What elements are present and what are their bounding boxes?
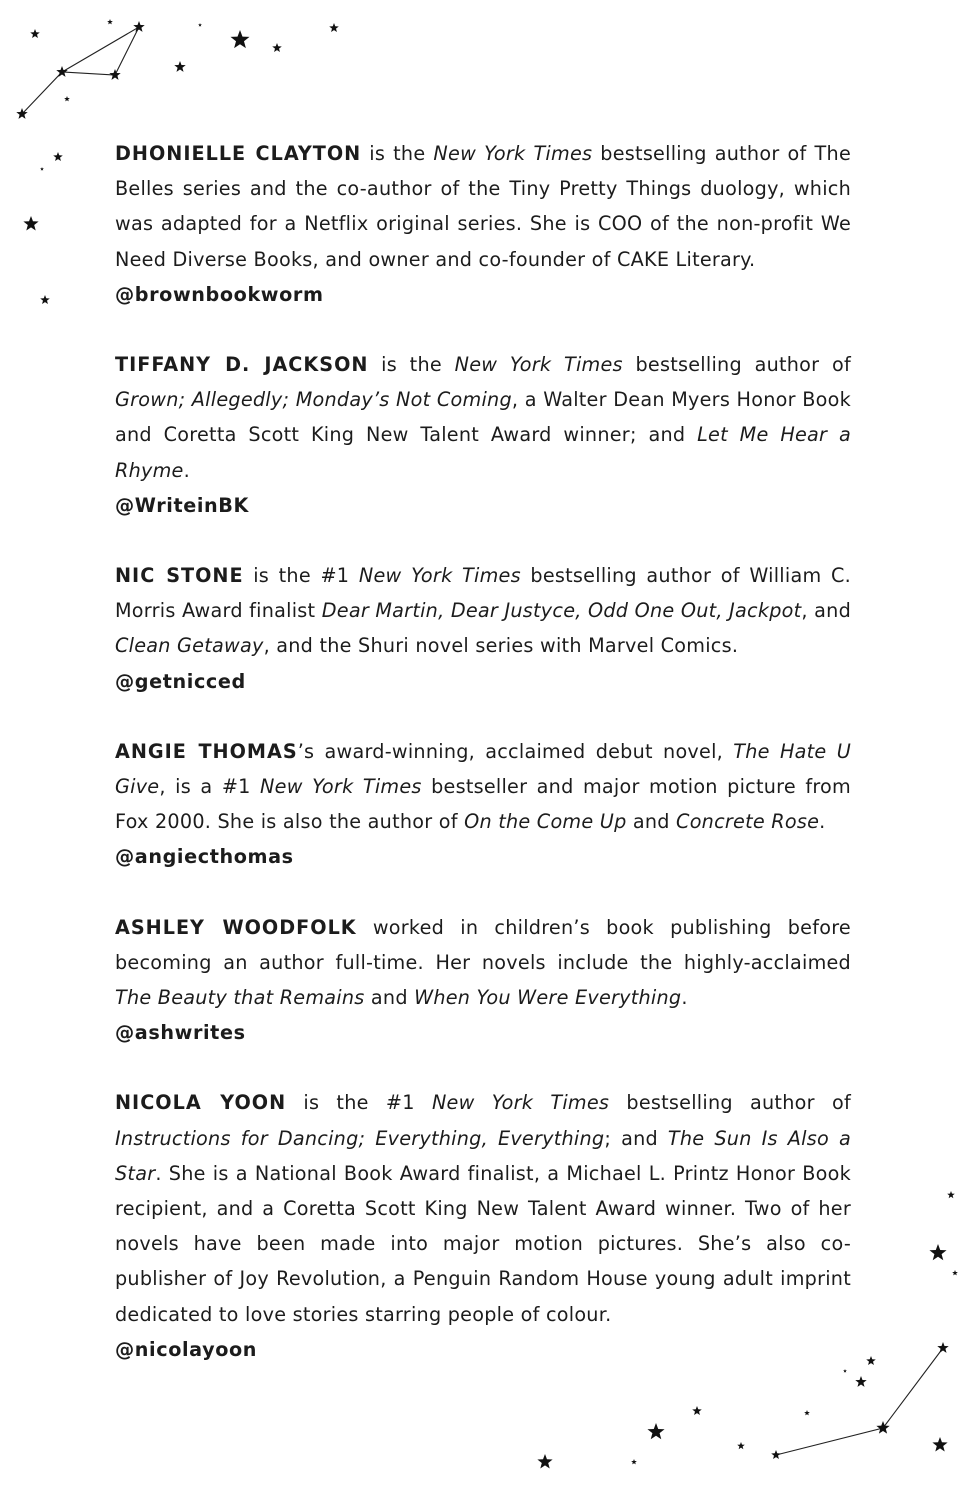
star-icon	[64, 96, 70, 101]
bio-text: bestselling author of	[609, 1091, 851, 1115]
bio-ashley-woodfolk	[115, 910, 851, 1051]
star-icon	[771, 1450, 781, 1459]
star-icon	[40, 167, 44, 171]
bio-text: , is a #1	[159, 775, 261, 799]
author-name: ASHLEY WOODFOLK	[115, 915, 357, 939]
book-title: Grown; Allegedly; Monday’s Not Coming	[115, 388, 512, 412]
bio-text: ; and	[604, 1126, 668, 1150]
star-icon	[23, 216, 38, 230]
book-title: Instructions for Dancing; Everything, Everything	[115, 1126, 605, 1150]
social-handle: @nicolayoon	[115, 1337, 258, 1361]
star-icon	[737, 1442, 745, 1449]
bio-text: bestseller and major motion picture from Fox 2000. She is also the author of	[115, 775, 851, 834]
book-title: The Beauty that Remains	[115, 986, 365, 1010]
book-title: Let Me Hear a Rhyme	[115, 423, 851, 482]
star-icon	[56, 66, 67, 77]
author-name: TIFFANY D. JACKSON	[115, 353, 369, 377]
bio-text: . She is a National Book Award finalist, a Michael L. Printz Honor Book recipient, and a Coretta Scott King New Talent Award winner. Two of her novels have been made into major motion pictures. She’s also co-publisher of Joy Revolution, a Penguin Random House young adult imprint dedicated to love stories starring people of colour.	[115, 1161, 851, 1326]
star-icon	[647, 1423, 664, 1439]
author-bios	[115, 136, 851, 1402]
star-icon	[929, 1244, 946, 1260]
bio-text: worked in children’s book publishing before becoming an author full-time. Her novels include the highly-acclaimed	[115, 915, 851, 974]
bio-nic-stone	[115, 558, 851, 699]
star-icon	[631, 1459, 637, 1464]
star-icon	[329, 23, 339, 32]
social-handle: @angiecthomas	[115, 845, 294, 869]
bio-text: , and the Shuri novel series with Marvel Comics.	[263, 634, 739, 658]
bio-text: .	[819, 810, 826, 834]
star-icon	[30, 29, 40, 38]
book-title: On the Come Up	[464, 810, 627, 834]
bio-nicola-yoon	[115, 1085, 851, 1367]
bio-tiffany-jackson	[115, 347, 851, 523]
author-name: NIC STONE	[115, 564, 244, 588]
author-name: NICOLA YOON	[115, 1091, 287, 1115]
book-title: Dear Martin, Dear Justyce, Odd One Out, Jackpot	[321, 599, 802, 623]
bio-text: is the #1	[286, 1091, 432, 1115]
bio-text: .	[681, 986, 688, 1010]
bio-text: , and	[801, 599, 852, 623]
star-icon	[272, 43, 282, 52]
bio-text: is the #1	[243, 564, 359, 588]
star-icon	[866, 1356, 876, 1365]
star-icon	[537, 1454, 552, 1468]
star-icon	[109, 69, 120, 80]
bio-text: bestselling author of The Belles series and the co-author of the Tiny Pretty Things duology, which was adapted for a Netflix original series. She is COO of the non-profit We Need Diverse Books, and owner and co-founder of CAKE Literary.	[115, 142, 851, 271]
star-icon	[952, 1270, 958, 1275]
book-title: New York Times	[433, 142, 593, 165]
bio-text: is the	[368, 353, 455, 377]
bio-text: bestselling author of William C. Morris Award finalist	[115, 564, 852, 623]
bio-text: is the	[361, 142, 434, 165]
bio-text: and	[364, 986, 415, 1010]
bio-text: bestselling author of	[622, 353, 851, 377]
bio-text: , a Walter Dean Myers Honor Book and Coretta Scott King New Talent Award winner; and	[115, 388, 851, 447]
social-handle: @ashwrites	[115, 1021, 246, 1045]
star-icon	[932, 1437, 947, 1451]
star-icon	[804, 1410, 810, 1415]
social-handle: @brownbookworm	[115, 282, 324, 306]
star-icon	[855, 1376, 866, 1387]
book-title: The Hate U Give	[115, 739, 851, 799]
bio-text: and	[626, 810, 677, 834]
bio-angie-thomas	[115, 734, 851, 875]
social-handle: @WriteinBK	[115, 493, 249, 517]
book-title: New York Times	[358, 564, 521, 588]
book-title: The Sun Is Also a Star	[115, 1126, 851, 1185]
author-name: DHONIELLE CLAYTON	[115, 142, 362, 165]
book-title: New York Times	[431, 1091, 610, 1115]
social-handle: @getnicced	[115, 669, 246, 693]
book-title: Concrete Rose	[676, 810, 820, 834]
star-icon	[40, 295, 50, 304]
star-icon	[692, 1406, 702, 1415]
book-title: When You Were Everything	[414, 986, 682, 1010]
book-title: New York Times	[454, 353, 623, 377]
author-name: ANGIE THOMAS	[115, 739, 298, 763]
bio-text: ’s award-winning, acclaimed debut novel,	[297, 739, 734, 763]
star-icon	[107, 19, 113, 24]
star-icon	[947, 1191, 955, 1198]
star-icon	[198, 23, 202, 27]
star-icon	[876, 1421, 889, 1434]
star-icon	[133, 21, 144, 32]
star-icon	[53, 152, 63, 161]
star-icon	[937, 1342, 948, 1353]
bio-dhonielle-clayton	[115, 136, 851, 312]
book-title: Clean Getaway	[115, 634, 264, 658]
book-title: New York Times	[260, 775, 422, 799]
bio-text: .	[183, 458, 190, 482]
star-icon	[230, 30, 249, 48]
star-icon	[174, 61, 185, 72]
